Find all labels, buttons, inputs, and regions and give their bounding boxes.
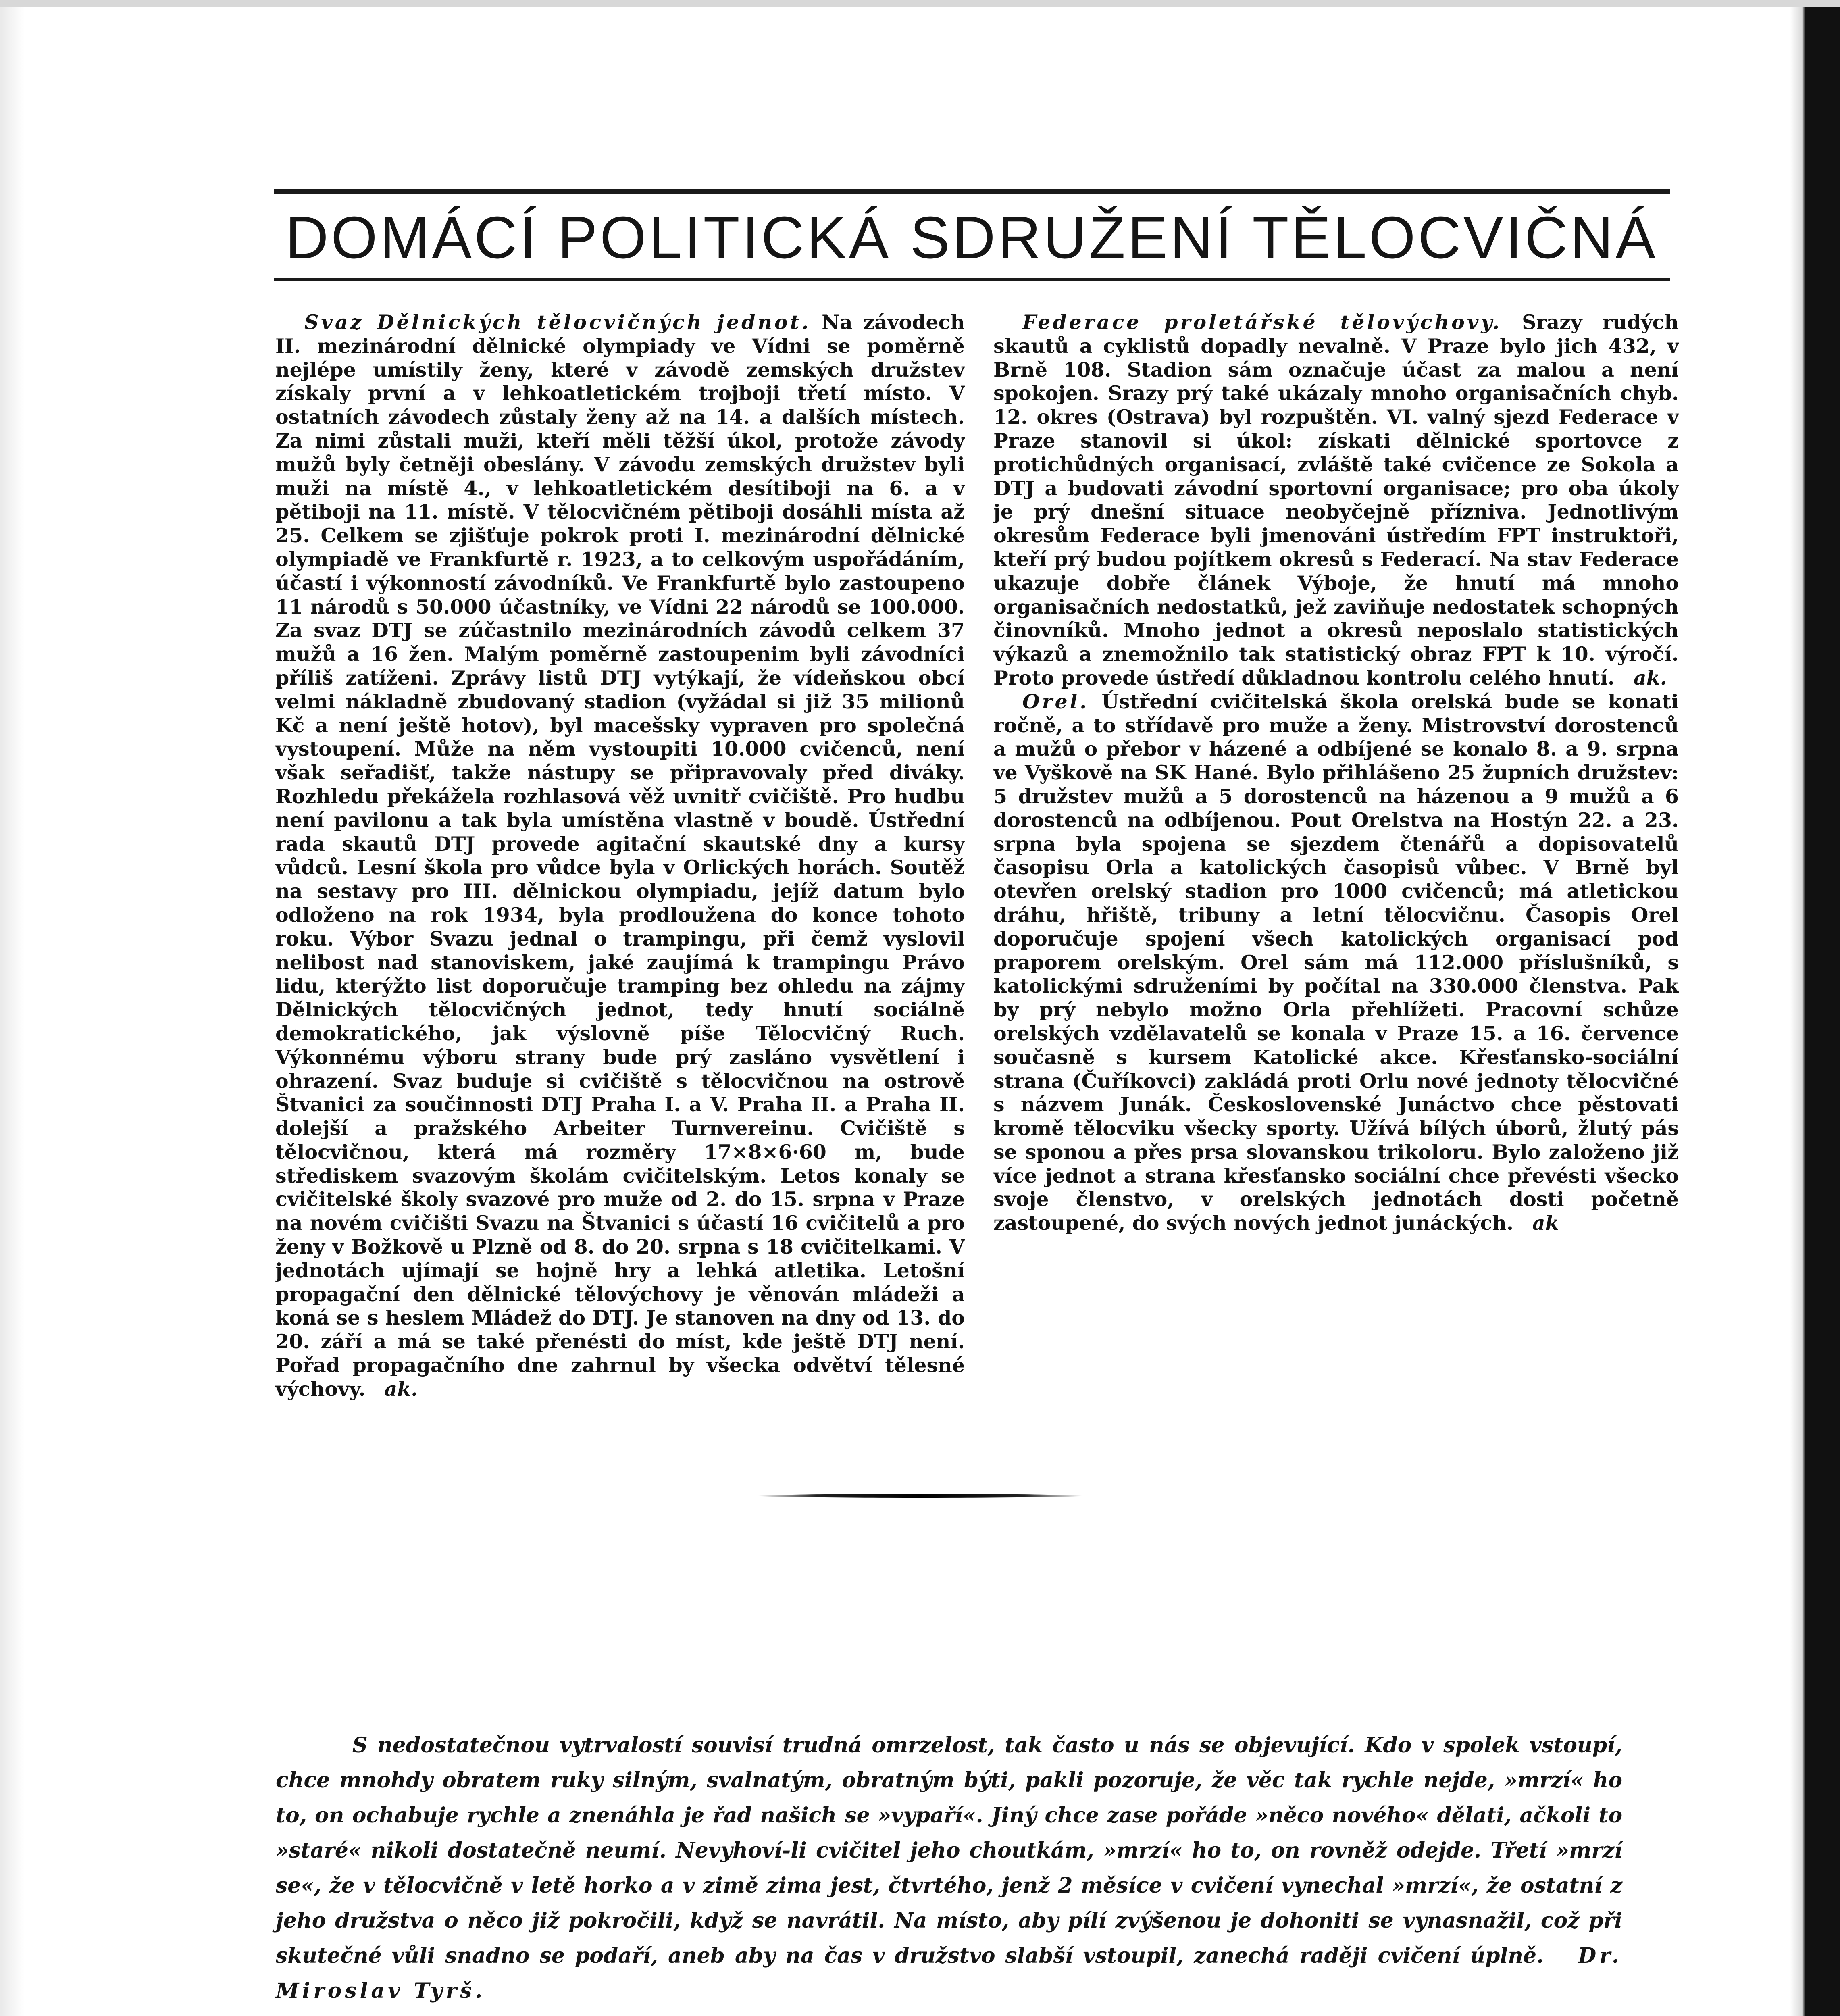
title-top-rule	[274, 189, 1670, 194]
article-fpt	[993, 310, 1679, 690]
article-dtj-signature: ak.	[384, 1377, 418, 1401]
section-separator	[758, 1494, 1082, 1498]
article-dtj-lead: Svaz Dělnických tělocvičných jednot.	[304, 310, 811, 334]
left-column	[275, 310, 965, 1456]
article-dtj	[275, 310, 965, 1401]
article-orel-lead: Orel.	[1022, 689, 1089, 713]
quote-author: Dr. Miroslav Tyrš.	[276, 1943, 1622, 2003]
article-fpt-lead: Federace proletářské tělovýchovy.	[1022, 310, 1502, 334]
title-bottom-rule	[274, 278, 1670, 281]
article-fpt-signature: ak.	[1633, 666, 1667, 689]
page-title: DOMÁCÍ POLITICKÁ SDRUŽENÍ TĚLOCVIČNÁ	[285, 204, 1658, 271]
article-orel-signature: ak	[1532, 1211, 1559, 1235]
scan-edge	[0, 0, 1840, 7]
quote-text: S nedostatečnou vytrvalostí souvisí trudná omrzelost, tak často u nás se objevující. Kdo v spolek vstoupí, chce mnohdy obratem ruky silným, svalnatým, obratným býti, pakli pozoruje, že věc tak rychle nejde, »mrzí« ho to, on ochabuje rychle a znenáhla je řad našich se »vypaří«. Jiný chce zase pořáde »něco nového« dělati, ačkoli to »staré« nikoli dostatečně neumí. Nevyhoví-li cvičitel jeho choutkám, »mrzí« ho to, on rovněž odejde. Třetí »mrzí se«, že v tělocvičně v letě horko a v zimě zima jest, čtvrtého, jenž 2 měsíce v cvičení vynechal »mrzí«, že ostatní z jeho družstva o něco již pokročili, když se navrátil. Na místo, aby pílí zvýšenou je dohoniti se vynasnažil, což při skutečné vůli snadno se podaří, aneb aby na čas v družstvo slabší vstoupil, zanechá raději cvičení úplně.	[276, 1733, 1622, 1968]
quote-block	[276, 1728, 1622, 2016]
right-column	[993, 310, 1679, 1456]
article-fpt-body: Srazy rudých skautů a cyklistů dopadly nevalně. V Praze bylo jich 432, v Brně 108. Stadion sám označuje účast za malou a není spokojen. Srazy prý také ukázaly mnoho organisačních chyb. 12. okres (Ostrava) byl rozpuštěn. VI. valný sjezd Federace v Praze stanovil si úkol: získati dělnické sportovce z protichůdných organisací, zvláště také cvičence ze Sokola a DTJ a budovati závodní sportovní organisace; pro oba úkoly je prý dnešní situace neobyčejně příznivа. Jednotlivým okresům Federace byli jmenováni ústředím FPT instruktoři, kteří prý budou pojítkem okresů s Federací. Na stav Federace ukazuje dobře článek Výboje, že hnutí má mnoho organisačních nedostatků, jež zaviňuje nedostatek schopných činovníků. Mnoho jednot a okresů neposlalo statistických výkazů a znemožnilo tak statistický obraz FPT k 10. výročí. Proto provede ústředí důkladnou kontrolu celého hnutí.	[993, 310, 1679, 689]
article-orel	[993, 690, 1679, 1235]
article-dtj-body: Na závodech II. mezinárodní dělnické olympiady ve Vídni se poměrně nejlépe umístily ženy, které v závodě zemských družstev získaly první a v lehkoatletickém trojboji třetí místo. V ostatních závodech zůstaly ženy až na 14. a dalších místech. Za nimi zůstali muži, kteří měli těžší úkol, protože závody mužů byly četněji obeslány. V závodu zemských družstev byli muži na místě 4., v lehkoatletickém desítiboji na 6. a v pětiboji na 11. místě. V tělocvičném pětiboji dosáhli místa až 25. Celkem se zjišťuje pokrok proti I. mezinárodní dělnické olympiadě ve Frankfurtě r. 1923, a to celkovým uspořádáním, účastí i výkonností závodníků. Ve Frankfurtě bylo zastoupeno 11 národů s 50.000 účastníky, ve Vídni 22 národů se 100.000. Za svaz DTJ se zúčastnilo mezinárodních závodů celkem 37 mužů a 16 žen. Malým poměrně zastoupenim byli závodníci příliš zatíženi. Zprávy listů DTJ vytýkají, že vídeňskou obcí velmi nákladně zbudovaný stadion (vyžádal si již 35 milionů Kč a není ještě hotov), byl macešsky vypraven pro společná vystoupení. Může na něm vystoupiti 10.000 cvičenců, není však seřadišť, takže nástupy se připravovaly před diváky. Rozhledu překážela rozhlasová věž uvnitř cvičiště. Pro hudbu není pavilonu a tak byla umístěna vlastně v boudě. Ústřední rada skautů DTJ provede agitační skautské dny a kursy vůdců. Lesní škola pro vůdce byla v Orlických horách. Soutěž na sestavy pro III. dělnickou olympiadu, jejíž datum bylo odloženo na rok 1934, byla prodloužena do konce tohoto roku. Výbor Svazu jednal o trampingu, při čemž vyslovil nelibost nad stanoviskem, jaké zaujímá k trampingu Právo lidu, kterýžto list doporučuje tramping bez ohledu na zájmy Dělnických tělocvičných jednot, tedy hnutí sociálně demokratického, jak výslovně píše Tělocvičný Ruch. Výkonnému výboru strany bude prý zasláno vysvětlení i ohrazení. Svaz buduje si cvičiště s tělocvičnou na ostrově Štvanici za součinnosti DTJ Praha I. a V. Praha II. a Praha II. dolejší a pražského Arbeiter Turnvereinu. Cvičiště s tělocvičnou, která má rozměry 17×8×6·60 m, bude střediskem svazovým školám cvičitelským. Letos konaly se cvičitelské školy svazové pro muže od 2. do 15. srpna v Praze na novém cvičišti Svazu na Štvanici s účastí 16 cvičitelů a pro ženy v Božkově u Plzně od 8. do 20. srpna s 18 cvičitelkami. V jednotách ujímají se hojně hry a lehká atletika. Letošní propagační den dělnické tělovýchovy je věnován mládeži a koná se s heslem Mládež do DTJ. Je stanoven na dny od 13. do 20. září a má se také přenésti do míst, kde ještě DTJ není. Pořad propagačního dne zahrnul by všecka odvětví tělesné výchovy.	[275, 310, 965, 1401]
article-orel-body: Ústřední cvičitelská škola orelská bude se konati ročně, a to střídavě pro muže a ženy. Mistrovství dorostenců a mužů o přebor v házené a odbíjené se konalo 8. a 9. srpna ve Vyškově na SK Hané. Bylo přihlášeno 25 župních družstev: 5 družstev mužů a 5 dorostenců na házenou a 9 mužů a 6 dorostenců na odbíjenou. Pout Orelstva na Hostýn 22. a 23. srpna byla spojena se sjezdem čtenářů a dopisovatelů časopisu Orla a katolických časopisů vůbec. V Brně byl otevřen orelský stadion pro 1000 cvičenců; má atletickou dráhu, hřiště, tribuny a letní tělocvičnu. Časopis Orel doporučuje spojení všech katolických organisací pod praporem orelským. Orel sám má 112.000 příslušníků, s katolickými sdruženími by počítal na 330.000 členstva. Pak by prý nebylo možno Orla přehlížeti. Pracovní schůze orelských vzdělavatelů se konala v Praze 15. a 16. července současně s kursem Katolické akce. Křesťansko-sociální strana (Čuříkovci) zakládá proti Orlu nové jednoty tělocvičné s názvem Junák. Československé Junáctvo chce pěstovati kromě tělocviku všecky sporty. Užívá bílých úborů, žlutý pás se sponou a přes prsa slovanskou trikoloru. Bylo založeno již více jednot a strana křesťansko sociální chce převésti všecko svoje členstvo, v orelských jednotách dosti početně zastoupené, do svých nových jednot junáckých.	[993, 689, 1679, 1235]
